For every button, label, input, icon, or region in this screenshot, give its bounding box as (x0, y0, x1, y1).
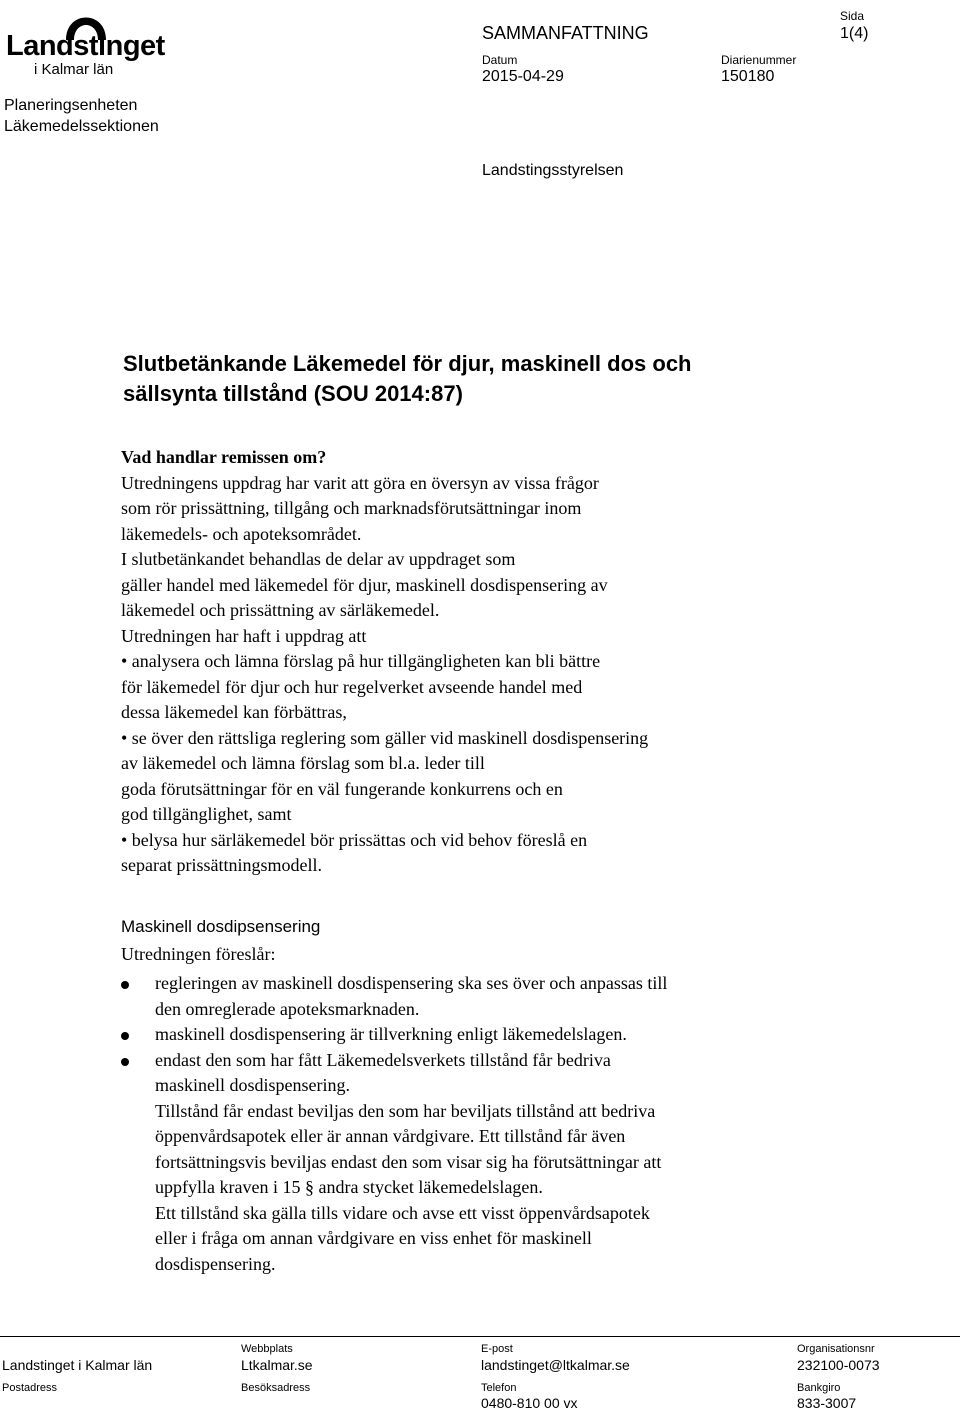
proposal-line: öppenvårdsapotek eller är annan vårdgivare. Ett tillstånd får även (155, 1126, 626, 1146)
proposal-item (121, 971, 821, 1022)
body-line: god tillgänglighet, samt (121, 804, 292, 824)
footer-telefon-label: Telefon (481, 1382, 517, 1394)
footer-organization: Landstinget i Kalmar län (2, 1357, 153, 1373)
body-line: Utredningen har haft i uppdrag att (121, 625, 367, 646)
body-line: gäller handel med läkemedel för djur, maskinell dosdispensering av (121, 574, 608, 595)
proposal-item (121, 1022, 821, 1048)
body-line: separat prissättningsmodell. (121, 855, 322, 875)
footer-orgnr: 232100-0073 (797, 1357, 880, 1373)
logo (4, 2, 165, 80)
proposal-line: Tillstånd får endast beviljas den som har beviljats tillstånd att bedriva (155, 1100, 656, 1121)
document-title-line-1: Slutbetänkande Läkemedel för djur, maskinell dos och (123, 351, 692, 376)
proposal-line: uppfylla kraven i 15 § andra stycket läkemedelslagen. (155, 1177, 543, 1197)
bullet-icon (121, 981, 129, 989)
body-line: dessa läkemedel kan förbättras, (121, 702, 347, 722)
recipient: Landstingsstyrelsen (482, 162, 624, 179)
page-number: 1(4) (840, 25, 869, 42)
proposal-line: fortsättningsvis beviljas endast den som visar sig ha förutsättningar att (155, 1151, 662, 1172)
footer-bankgiro-label: Bankgiro (797, 1382, 841, 1394)
footer-divider (0, 1336, 960, 1337)
body-line: • se över den rättsliga reglering som gäller vid maskinell dosdispensering (121, 727, 649, 748)
logo-subtitle: i Kalmar län (34, 61, 114, 78)
body-line: • analysera och lämna förslag på hur tillgängligheten kan bli bättre (121, 651, 601, 671)
body-line: I slutbetänkandet behandlas de delar av uppdraget som (121, 549, 516, 569)
footer-epost-label: E-post (481, 1343, 513, 1355)
footer-orgnr-label: Organisationsnr (797, 1343, 875, 1355)
body-line: av läkemedel och lämna förslag som bl.a. leder till (121, 753, 485, 773)
document-title-line-2: sällsynta tillstånd (SOU 2014:87) (123, 381, 463, 406)
body-line: läkemedels- och apoteksområdet. (121, 523, 362, 544)
document-type: SAMMANFATTNING (482, 23, 649, 43)
body-line: • belysa hur särläkemedel bör prissättas och vid behov föreslå en (121, 829, 588, 850)
body-line: som rör prissättning, tillgång och marknadsförutsättningar inom (121, 498, 582, 518)
proposal-line: den omreglerade apoteksmarknaden. (155, 998, 420, 1019)
proposal-line: eller i fråga om annan vårdgivare en viss enhet för maskinell (155, 1228, 592, 1248)
logo-wordmark: Landstinget (6, 30, 165, 62)
footer-bankgiro: 833-3007 (797, 1395, 857, 1411)
section-intro: Utredningen föreslår: (121, 944, 276, 964)
section-heading-dosdispensering: Maskinell dosdipsensering (121, 917, 321, 936)
body-line: goda förutsättningar för en väl fungerande konkurrens och en (121, 778, 563, 799)
proposal-line: endast den som har fått Läkemedelsverkets tillstånd får bedriva (155, 1049, 611, 1070)
bullet-icon (121, 1058, 129, 1066)
footer-postadress-label: Postadress (2, 1382, 58, 1394)
footer-webbplats-label: Webbplats (241, 1343, 293, 1355)
department-line-1: Planeringsenheten (4, 97, 138, 114)
proposal-list (121, 971, 821, 1277)
footer-telefon: 0480-810 00 vx (481, 1395, 578, 1411)
footer-besoksadress-label: Besöksadress (241, 1382, 311, 1394)
date-value: 2015-04-29 (482, 68, 564, 85)
proposal-line: regleringen av maskinell dosdispensering ska ses över och anpassas till (155, 973, 668, 993)
bullet-icon (121, 1032, 129, 1040)
diary-value: 150180 (721, 68, 775, 85)
body-line: läkemedel och prissättning av särläkemedel. (121, 600, 440, 620)
section-body (121, 471, 821, 879)
proposal-line: maskinell dosdispensering. (155, 1075, 350, 1095)
department-line-2: Läkemedelssektionen (4, 118, 159, 135)
diary-label: Diarienummer (721, 53, 797, 67)
section-what (121, 445, 821, 879)
proposal-line: maskinell dosdispensering är tillverkning enligt läkemedelslagen. (155, 1024, 627, 1044)
date-label: Datum (482, 53, 518, 67)
proposal-line: dosdispensering. (155, 1253, 276, 1274)
page-label: Sida (840, 9, 865, 23)
body-line: för läkemedel för djur och hur regelverket avseende handel med (121, 676, 583, 697)
footer-email[interactable]: landstinget@ltkalmar.se (481, 1357, 630, 1373)
footer-webbplats[interactable]: Ltkalmar.se (241, 1357, 313, 1373)
proposal-line: Ett tillstånd ska gälla tills vidare och avse ett visst öppenvårdsapotek (155, 1202, 650, 1223)
section-heading: Vad handlar remissen om? (121, 447, 327, 467)
body-line: Utredningens uppdrag har varit att göra en översyn av vissa frågor (121, 472, 599, 493)
proposal-item (121, 1048, 821, 1278)
